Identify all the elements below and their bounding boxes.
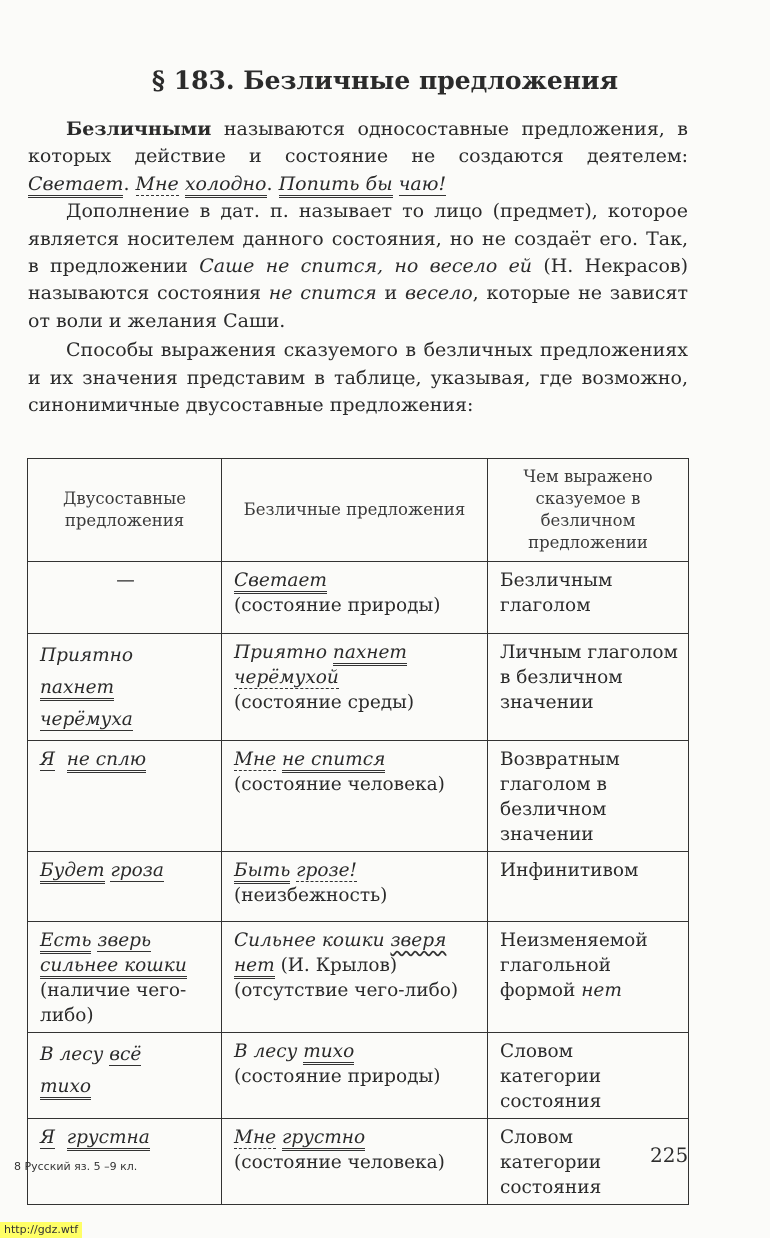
cell-impersonal: Быть грозе! (неизбежность): [222, 852, 488, 922]
header-two-part: Двусоставные предложения: [28, 459, 222, 562]
cell-impersonal: Мне грустно (состояние человека): [222, 1119, 488, 1205]
cell-impersonal: Мне не спится (состояние человека): [222, 741, 488, 852]
term: Безличными: [66, 118, 212, 140]
footer-mark: 8 Русский яз. 5 –9 кл.: [14, 1160, 138, 1173]
section-heading: § 183. Безличные предложения: [151, 66, 619, 95]
cell-predicate: Безличным глаголом: [488, 562, 689, 634]
table-row: [28, 922, 689, 1033]
cell-predicate: Словом категории состояния: [488, 1033, 689, 1119]
watermark: http://gdz.wtf: [0, 1222, 82, 1238]
header-predicate: Чем выражено сказуемое в безличном предложении: [488, 459, 689, 562]
table-row: [28, 1033, 689, 1119]
cell-predicate: Возвратным глаголом в безличном значении: [488, 741, 689, 852]
table-row: [28, 852, 689, 922]
example-3b: чаю!: [398, 172, 447, 195]
example-2a: Мне: [135, 172, 179, 195]
cell-impersonal: Приятно пахнет черёмухой (состояние среды): [222, 634, 488, 741]
state-1: не спится: [268, 282, 377, 305]
example-3a: Попить бы: [279, 173, 393, 198]
state-2: весело: [404, 282, 473, 305]
cell-two-part: Приятно пахнет черёмуха: [28, 634, 222, 741]
example-2b: холодно: [185, 173, 267, 198]
cell-two-part: —: [28, 562, 222, 634]
table-header-row: [28, 459, 689, 562]
paragraph-definition: Безличными называются односоставные предложения, в которых действие и состояние не создаются деятелем: Светает. Мне холодно. Попить бы чаю!: [28, 116, 688, 198]
cell-predicate: Неизменяемой глагольной формой нет: [488, 922, 689, 1033]
page-number: 225: [650, 1143, 689, 1167]
cell-impersonal: Светает (состояние природы): [222, 562, 488, 634]
cell-impersonal: В лесу тихо (состояние природы): [222, 1033, 488, 1119]
cell-two-part: Есть зверь сильнее кошки (наличие чего-либо): [28, 922, 222, 1033]
cell-predicate: Словом категории состояния: [488, 1119, 689, 1205]
table-row: [28, 634, 689, 741]
table-row: [28, 562, 689, 634]
cell-two-part: Я грустна: [28, 1119, 222, 1205]
body-text: [28, 116, 688, 419]
cell-two-part: В лесу всё тихо: [28, 1033, 222, 1119]
paragraph-intro-table: Способы выражения сказуемого в безличных предложениях и их значения представим в таблице, указывая, где возможно, синонимичные двусоставные предложения:: [28, 339, 688, 417]
example-1: Светает: [28, 173, 123, 198]
cell-two-part: Я не сплю: [28, 741, 222, 852]
quote: Саше не спится, но весело ей: [199, 255, 533, 278]
cell-impersonal: Сильнее кошки зверя нет (И. Крылов) (отсутствие чего-либо): [222, 922, 488, 1033]
cell-predicate: Инфинитивом: [488, 852, 689, 922]
cell-two-part: Будет гроза: [28, 852, 222, 922]
paragraph-complement: Дополнение в дат. п. называет то лицо (предмет), которое является носителем данного состояния, но не создаёт его. Так, в предложении Саше не спится, но весело ей (Н. Некрасов) называются состояния не спится и весело, которые не зависят от воли и желания Саши.: [28, 200, 688, 332]
header-impersonal: Безличные предложения: [222, 459, 488, 562]
cell-predicate: Личным глаголом в безличном значении: [488, 634, 689, 741]
table-row: [28, 741, 689, 852]
predicates-table: [27, 458, 689, 1205]
